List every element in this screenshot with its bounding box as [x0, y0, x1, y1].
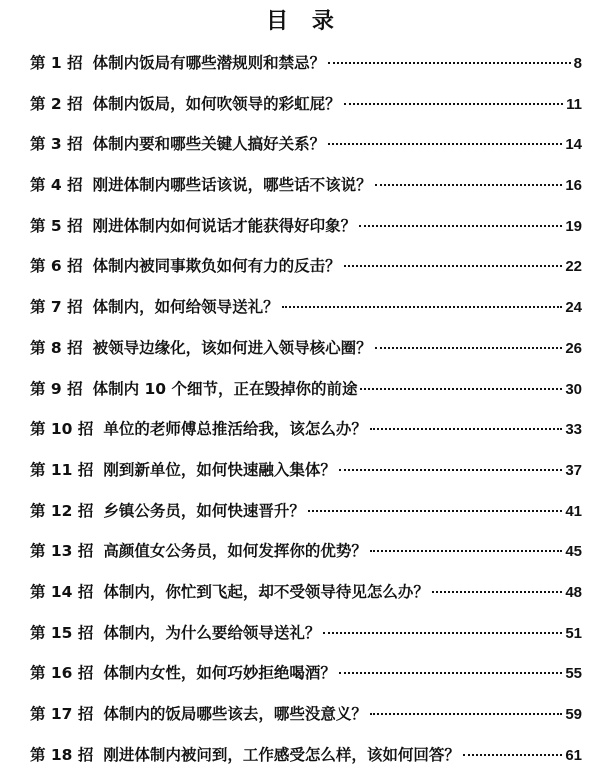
- chapter-label: 第 15 招: [30, 623, 94, 642]
- page-number: 11: [566, 95, 582, 113]
- dot-leader: [463, 754, 562, 756]
- chapter-title: 高颜值女公务员，如何发挥你的优势？: [103, 542, 367, 561]
- dot-leader: [375, 347, 563, 349]
- toc-entry[interactable]: [30, 293, 582, 334]
- toc-entry[interactable]: [30, 415, 582, 456]
- page-number: 19: [565, 217, 582, 235]
- dot-leader: [339, 672, 562, 674]
- dot-leader: [328, 143, 562, 145]
- dot-leader: [375, 184, 563, 186]
- chapter-title: 体制内女性，如何巧妙拒绝喝酒？: [103, 664, 336, 683]
- dot-leader: [328, 62, 571, 64]
- chapter-title: 体制内要和哪些关键人搞好关系？: [92, 135, 326, 154]
- chapter-label: 第 12 招: [30, 501, 94, 520]
- page-number: 26: [565, 339, 582, 357]
- chapter-label: 第 6 招: [30, 257, 83, 276]
- chapter-title: 体制内饭局，如何吹领导的彩虹屁？: [92, 94, 341, 113]
- chapter-label: 第 8 招: [30, 338, 83, 357]
- chapter-title: 体制内的饭局哪些该去，哪些没意义？: [103, 705, 367, 723]
- toc-entry[interactable]: [30, 90, 582, 131]
- toc-entry[interactable]: [30, 578, 582, 619]
- toc-entry[interactable]: [30, 375, 582, 416]
- chapter-title: 体制内饭局有哪些潜规则和禁忌？: [92, 54, 326, 72]
- dot-leader: [323, 632, 562, 634]
- chapter-label: 第 4 招: [30, 176, 83, 195]
- toc-entry[interactable]: [30, 619, 582, 660]
- page-number: 59: [565, 706, 582, 723]
- chapter-label: 第 9 招: [30, 379, 83, 398]
- dot-leader: [370, 713, 562, 715]
- chapter-label: 第 17 招: [30, 705, 94, 723]
- toc-entry[interactable]: [30, 659, 582, 700]
- dot-leader: [344, 265, 563, 267]
- dot-leader: [339, 469, 562, 471]
- toc-entry[interactable]: [30, 537, 582, 578]
- toc-entry[interactable]: [30, 334, 582, 375]
- chapter-title: 被领导边缘化，该如何进入领导核心圈？: [92, 338, 372, 357]
- chapter-label: 第 10 招: [30, 420, 94, 439]
- toc-entry[interactable]: [30, 741, 582, 781]
- page-number: 37: [565, 461, 582, 479]
- chapter-title: 乡镇公务员，如何快速晋升？: [103, 501, 305, 520]
- chapter-label: 第 3 招: [30, 135, 83, 154]
- page-number: 8: [573, 55, 582, 72]
- chapter-title: 刚到新单位，如何快速融入集体？: [103, 460, 336, 479]
- chapter-title: 体制内被同事欺负如何有力的反击？: [92, 257, 341, 276]
- chapter-label: 第 5 招: [30, 216, 83, 235]
- toc-entry[interactable]: [30, 252, 582, 293]
- page-number: 41: [565, 502, 582, 520]
- chapter-label: 第 7 招: [30, 298, 83, 317]
- dot-leader: [370, 550, 562, 552]
- chapter-title: 单位的老师傅总推活给我，该怎么办？: [103, 420, 367, 439]
- page-number: 45: [565, 543, 582, 561]
- chapter-title: 体制内，为什么要给领导送礼？: [103, 623, 321, 642]
- dot-leader: [308, 510, 562, 512]
- chapter-label: 第 2 招: [30, 94, 83, 113]
- chapter-label: 第 11 招: [30, 460, 94, 479]
- chapter-label: 第 16 招: [30, 664, 94, 683]
- dot-leader: [282, 306, 563, 308]
- dot-leader: [359, 225, 562, 227]
- toc-entry[interactable]: [30, 130, 582, 171]
- chapter-title: 刚进体制内被问到，工作感受怎么样，该如何回答？: [103, 745, 460, 764]
- chapter-title: 体制内 10 个细节，正在毁掉你的前途: [92, 379, 358, 398]
- page-number: 33: [565, 421, 582, 439]
- chapter-title: 体制内，如何给领导送礼？: [92, 298, 279, 317]
- dot-leader: [360, 388, 562, 390]
- toc-entry[interactable]: [30, 212, 582, 253]
- page-number: 48: [565, 583, 582, 601]
- toc-list: [30, 49, 582, 781]
- chapter-label: 第 13 招: [30, 542, 94, 561]
- chapter-title: 刚进体制内哪些话该说，哪些话不该说？: [92, 176, 372, 195]
- dot-leader: [432, 591, 562, 593]
- toc-entry[interactable]: [30, 456, 582, 497]
- toc-entry[interactable]: [30, 49, 582, 90]
- page-number: 61: [565, 746, 582, 764]
- page-number: 30: [565, 380, 582, 398]
- chapter-label: 第 14 招: [30, 582, 94, 601]
- page-title: 目 录: [266, 9, 342, 34]
- toc-entry[interactable]: [30, 497, 582, 538]
- chapter-label: 第 18 招: [30, 745, 94, 764]
- toc-entry[interactable]: [30, 700, 582, 741]
- toc-entry[interactable]: [30, 171, 582, 212]
- page-number: 24: [565, 299, 582, 317]
- page-number: 16: [565, 177, 582, 195]
- dot-leader: [344, 103, 564, 105]
- page-number: 55: [565, 665, 582, 683]
- page-number: 51: [565, 624, 582, 642]
- dot-leader: [370, 428, 562, 430]
- page-number: 22: [565, 258, 582, 276]
- page-number: 14: [565, 136, 582, 154]
- chapter-label: 第 1 招: [30, 54, 83, 72]
- chapter-title: 体制内，你忙到飞起，却不受领导待见怎么办？: [103, 582, 429, 601]
- chapter-title: 刚进体制内如何说话才能获得好印象？: [92, 216, 357, 235]
